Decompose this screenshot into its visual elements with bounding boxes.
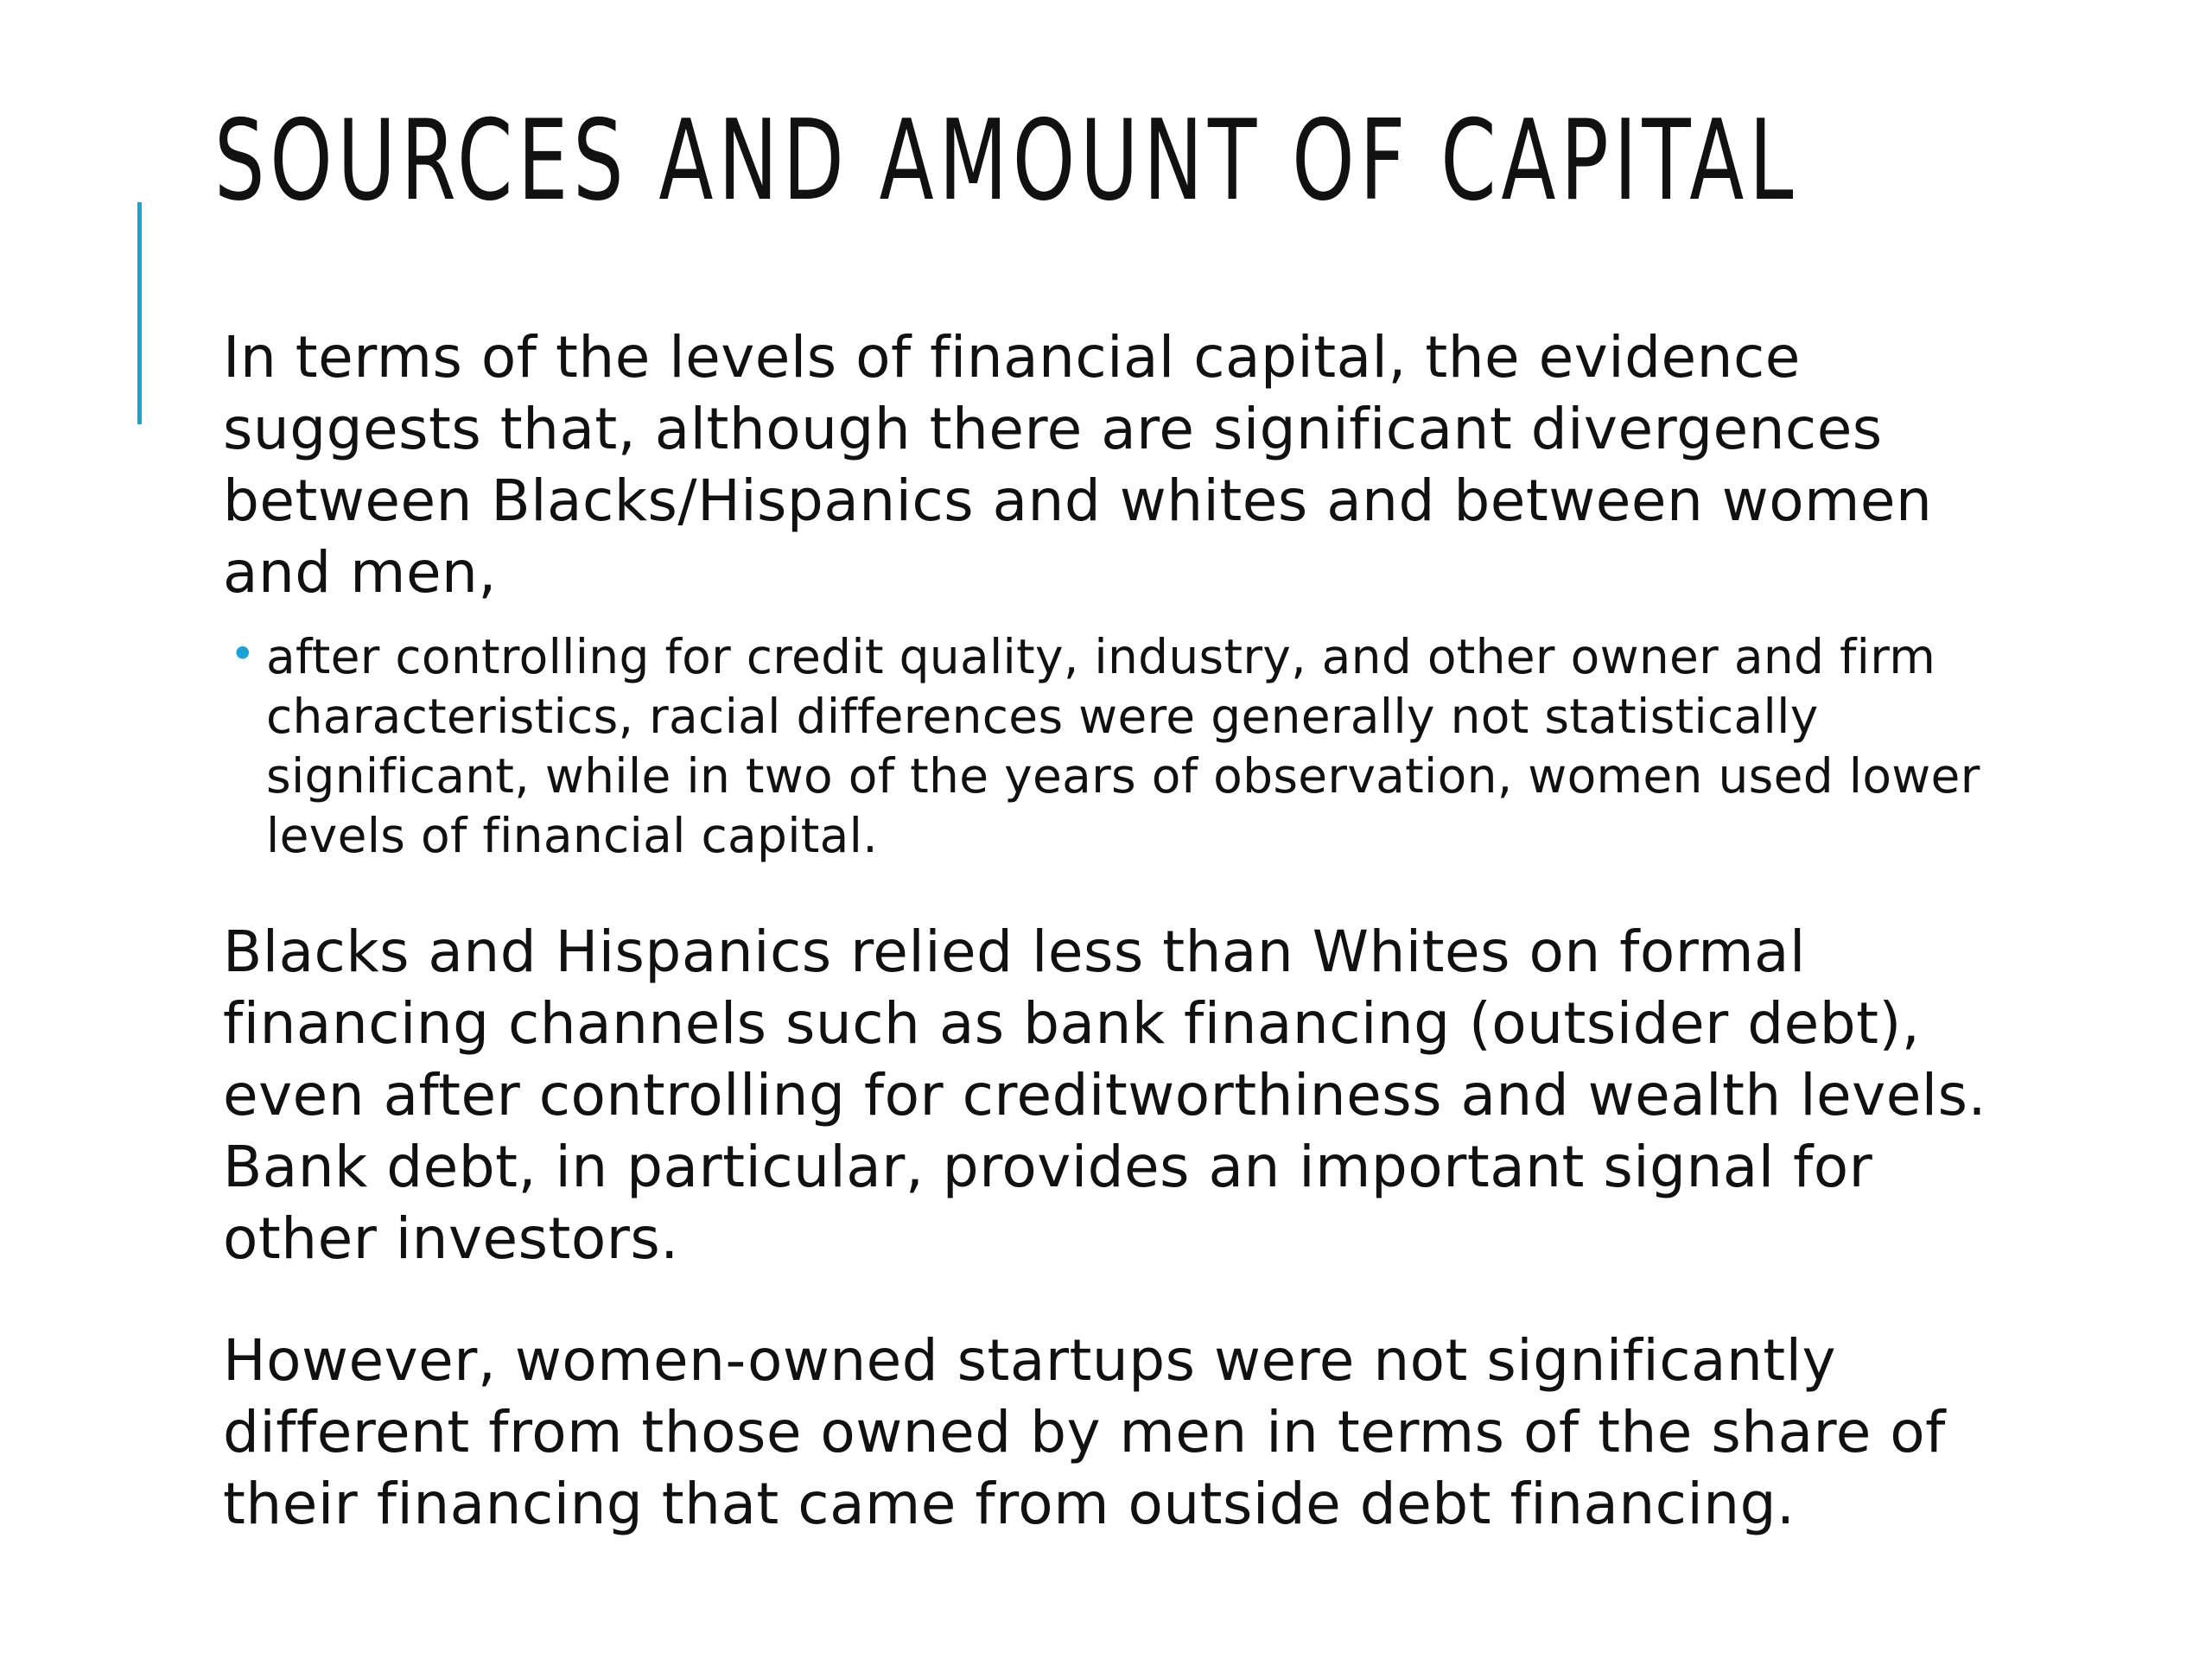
paragraph-financial-capital-levels: In terms of the levels of financial capital, the evidence suggests that, although there are significant divergences between Blacks/Hispanics and whites and between women and men, xyxy=(223,324,1933,606)
slide-content xyxy=(223,321,2012,1540)
sub-bullet-text: after controlling for credit quality, industry, and other owner and firm characteristics, racial differences were generally not statistically significant, while in two of the years of observation, women used lower levels of financial capital. xyxy=(266,629,1980,863)
sub-bullet-list xyxy=(223,627,2012,866)
sub-bullet-item xyxy=(223,627,2012,866)
paragraph-women-startups: However, women-owned startups were not significantly different from those owned by men in terms of the share of their financing that came from outside debt financing. xyxy=(223,1327,1946,1537)
slide-title: SOURCES AND AMOUNT OF CAPITAL xyxy=(214,97,1799,226)
accent-bar xyxy=(137,202,142,424)
paragraph-formal-financing: Blacks and Hispanics relied less than Whites on formal financing channels such as bank financing (outsider debt), even after controlling for creditworthiness and wealth levels. Bank debt, in particular, provides an important signal for other investors. xyxy=(223,918,1987,1272)
bullet-dot-icon: • xyxy=(230,629,256,679)
